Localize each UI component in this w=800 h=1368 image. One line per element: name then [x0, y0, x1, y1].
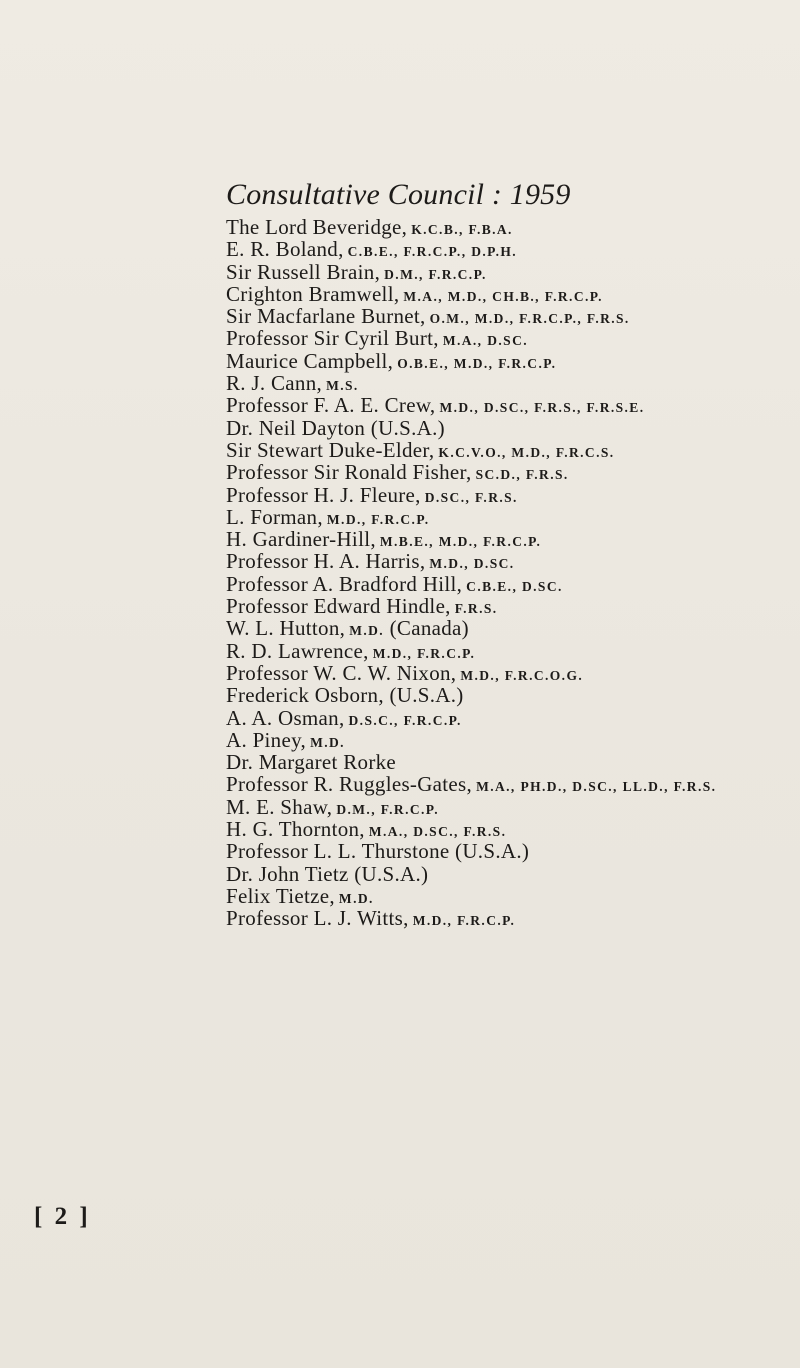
member-name: H. G. Thornton, — [226, 817, 365, 842]
member-name: L. Forman, — [226, 504, 323, 529]
member-name: Dr. John Tietz (U.S.A.) — [226, 861, 429, 886]
member-entry — [226, 350, 716, 372]
member-entry — [226, 751, 716, 773]
member-entry — [226, 506, 716, 528]
member-name: Sir Russell Brain, — [226, 259, 381, 284]
member-qualifications: M.B.E., M.D., F.R.C.P. — [379, 534, 542, 550]
member-qualifications: M.A., PH.D., D.SC., LL.D., F.R.S. — [476, 779, 717, 795]
member-entry — [226, 528, 716, 550]
member-qualifications: M.D. — [310, 734, 345, 750]
member-entry — [226, 238, 716, 260]
member-name: Professor L. J. Witts, — [226, 906, 409, 931]
member-entry — [226, 662, 716, 684]
member-qualifications: C.B.E., F.R.C.P., D.P.H. — [347, 244, 518, 260]
member-name: W. L. Hutton, — [226, 616, 346, 641]
member-name: Dr. Margaret Rorke — [226, 750, 397, 775]
member-list — [226, 216, 716, 930]
member-name: Professor H. J. Fleure, — [226, 482, 421, 507]
member-entry — [226, 818, 716, 840]
member-qualifications: M.A., D.SC. — [442, 333, 528, 349]
member-entry — [226, 617, 716, 639]
member-name: Professor Edward Hindle, — [226, 594, 451, 619]
member-entry — [226, 684, 716, 706]
member-qualifications: M.D., D.SC. — [429, 556, 515, 572]
member-qualifications: O.M., M.D., F.R.C.P., F.R.S. — [429, 311, 630, 327]
member-qualifications: M.A., M.D., CH.B., F.R.C.P. — [403, 288, 603, 304]
member-qualifications: O.B.E., M.D., F.R.C.P. — [397, 355, 557, 371]
member-name: A. A. Osman, — [226, 705, 345, 730]
member-entry — [226, 595, 716, 617]
member-qualifications: D.S.C., F.R.C.P. — [348, 712, 462, 728]
member-entry — [226, 707, 716, 729]
member-entry — [226, 484, 716, 506]
member-qualifications: M.D., D.SC., F.R.S., F.R.S.E. — [439, 400, 645, 416]
member-qualifications: M.D., F.R.C.P. — [412, 913, 516, 929]
member-entry — [226, 372, 716, 394]
member-qualifications: M.D., F.R.C.P. — [326, 511, 430, 527]
member-name: Professor L. L. Thurstone (U.S.A.) — [226, 839, 530, 864]
member-name: Professor W. C. W. Nixon, — [226, 660, 457, 685]
member-name: Sir Macfarlane Burnet, — [226, 304, 426, 329]
member-name: Dr. Neil Dayton (U.S.A.) — [226, 415, 445, 440]
member-name: Professor F. A. E. Crew, — [226, 393, 436, 418]
member-qualifications: M.D. — [338, 890, 374, 906]
page-number: [ 2 ] — [34, 1203, 91, 1230]
member-entry — [226, 283, 716, 305]
member-name: Professor H. A. Harris, — [226, 549, 426, 574]
member-entry — [226, 394, 716, 416]
member-qualifications: D.M., F.R.C.P. — [336, 801, 439, 817]
member-name: H. Gardiner-Hill, — [226, 527, 376, 552]
member-entry — [226, 305, 716, 327]
member-entry — [226, 573, 716, 595]
member-entry — [226, 640, 716, 662]
member-qualifications: M.D., F.R.C.O.G. — [460, 667, 584, 683]
member-qualifications: D.SC., F.R.S. — [424, 489, 518, 505]
member-qualifications: D.M., F.R.C.P. — [384, 266, 487, 282]
member-name: Professor Sir Ronald Fisher, — [226, 460, 472, 485]
member-entry — [226, 461, 716, 483]
member-qualifications: M.D. — [349, 623, 385, 639]
member-entry — [226, 907, 716, 929]
member-qualifications: M.S. — [326, 378, 359, 394]
member-name: Professor R. Ruggles-Gates, — [226, 772, 473, 797]
member-entry — [226, 261, 716, 283]
member-name: R. J. Cann, — [226, 371, 323, 396]
member-qualifications: F.R.S. — [454, 601, 498, 617]
member-qualifications: SC.D., F.R.S. — [475, 467, 569, 483]
member-qualifications: K.C.V.O., M.D., F.R.C.S. — [438, 444, 615, 460]
member-entry — [226, 796, 716, 818]
member-name: Felix Tietze, — [226, 883, 335, 908]
member-name: E. R. Boland, — [226, 237, 344, 262]
member-qualifications: M.A., D.SC., F.R.S. — [368, 824, 507, 840]
member-name: Crighton Bramwell, — [226, 281, 400, 306]
member-entry — [226, 885, 716, 907]
member-name: A. Piney, — [226, 727, 307, 752]
member-name: Professor A. Bradford Hill, — [226, 571, 463, 596]
member-entry — [226, 863, 716, 885]
member-entry — [226, 729, 716, 751]
member-name: Maurice Campbell, — [226, 348, 394, 373]
member-entry — [226, 439, 716, 461]
member-qualifications: K.C.B., F.B.A. — [411, 222, 513, 237]
member-entry — [226, 417, 716, 439]
member-entry — [226, 327, 716, 349]
member-name: R. D. Lawrence, — [226, 638, 369, 663]
member-name: Frederick Osborn, (U.S.A.) — [226, 683, 464, 708]
member-country: (Canada) — [384, 616, 469, 641]
member-name: Professor Sir Cyril Burt, — [226, 326, 439, 351]
member-qualifications: M.D., F.R.C.P. — [372, 645, 476, 661]
page-title: Consultative Council : 1959 — [226, 178, 571, 211]
member-name: The Lord Beveridge, — [226, 215, 408, 239]
member-entry — [226, 840, 716, 862]
member-entry — [226, 216, 716, 238]
member-qualifications: C.B.E., D.SC. — [466, 578, 563, 594]
member-entry — [226, 773, 716, 795]
member-entry — [226, 550, 716, 572]
member-name: M. E. Shaw, — [226, 794, 333, 819]
member-name: Sir Stewart Duke-Elder, — [226, 437, 435, 462]
